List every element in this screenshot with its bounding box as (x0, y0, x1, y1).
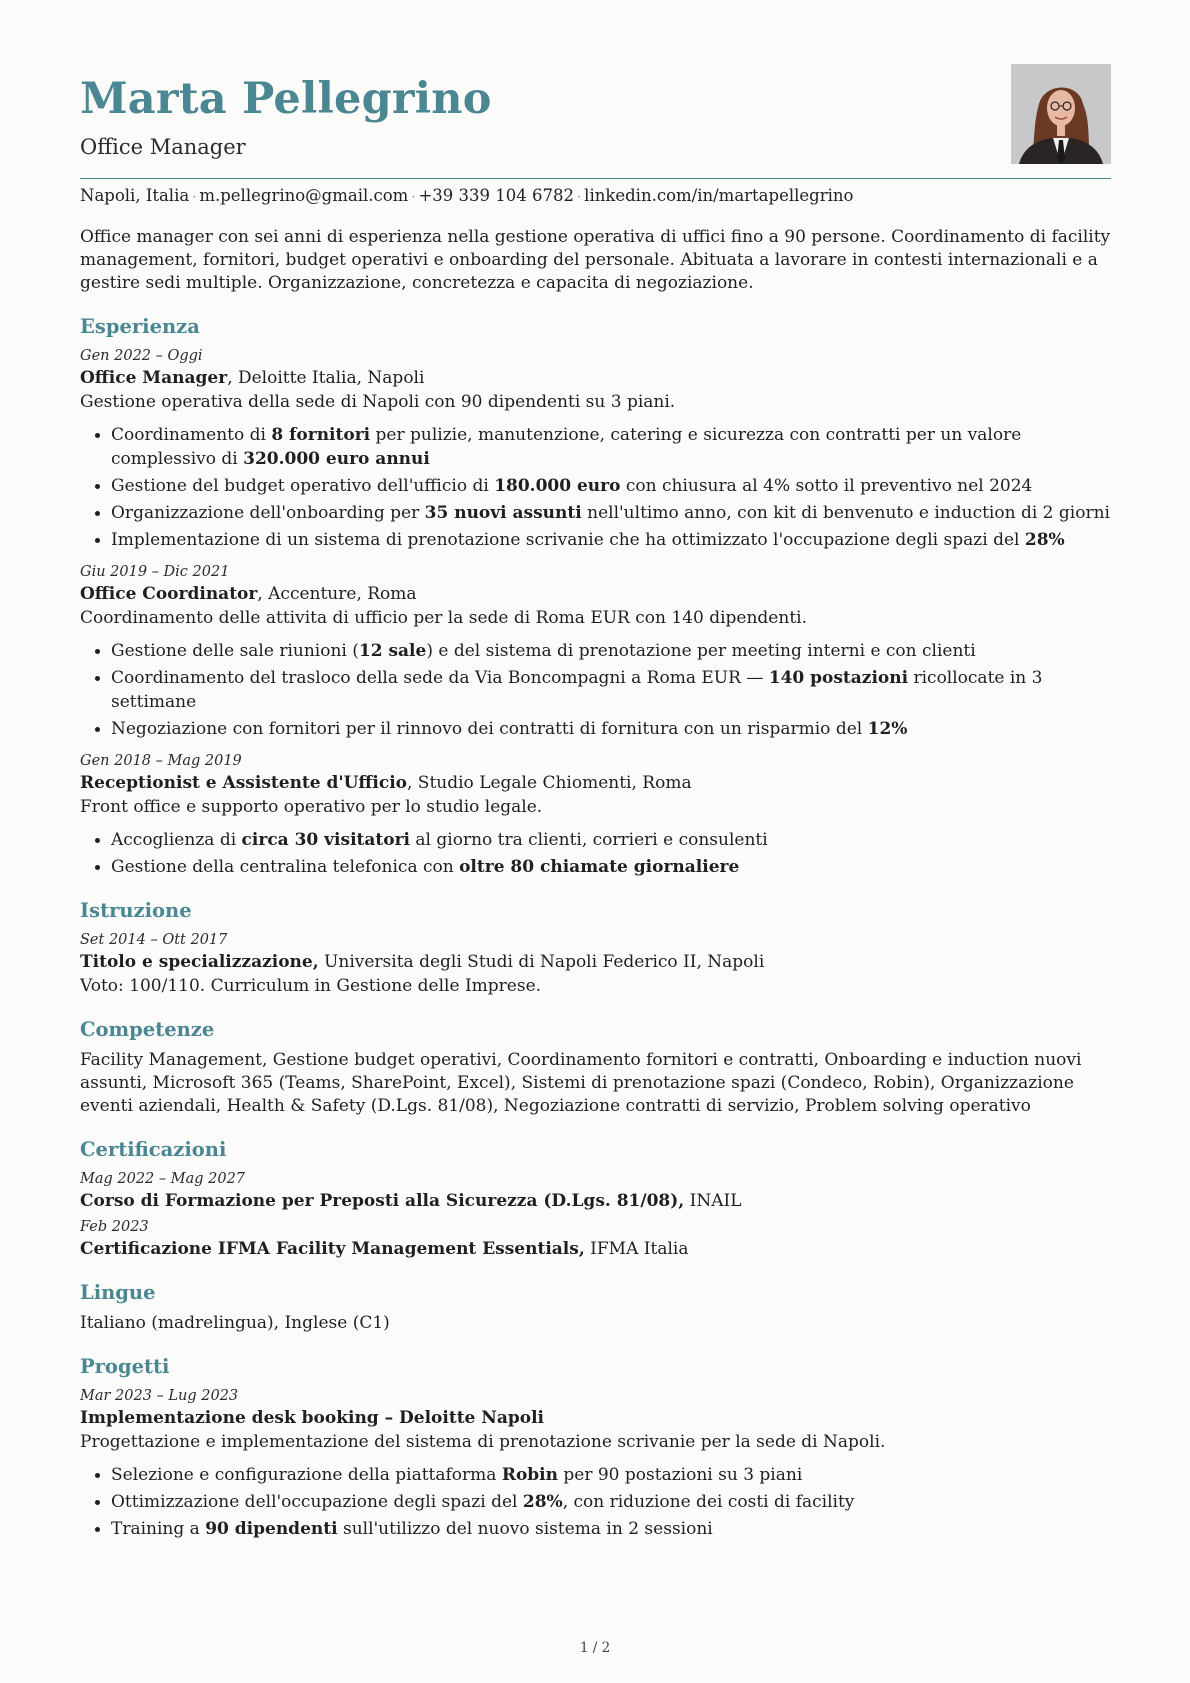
certification-dates: Mag 2022 – Mag 2027 (80, 1171, 246, 1187)
contact-separator: · (192, 190, 197, 205)
bullet-item: • Accoglienza di circa 30 visitatori al giorno tra clienti, corrieri e consulenti (111, 828, 1111, 852)
contact-location: Napoli, Italia (80, 186, 190, 205)
bullet-item: • Negoziazione con fornitori per il rinnovo dei contratti di fornitura con un risparmio del 12% (111, 717, 1111, 741)
section-heading-skills: Competenze (80, 1018, 215, 1041)
certification-entry (80, 1217, 1111, 1261)
experience-company: , Studio Legale Chiomenti, Roma (407, 773, 692, 793)
experience-entry (80, 751, 1111, 879)
header-divider (80, 178, 1111, 179)
experience-company: , Deloitte Italia, Napoli (227, 368, 425, 388)
experience-dates: Giu 2019 – Dic 2021 (80, 564, 230, 580)
experience-role: Receptionist e Assistente d'Ufficio (80, 773, 407, 793)
resume-content (80, 60, 1111, 1551)
experience-role: Office Manager (80, 368, 228, 388)
section-heading-certifications: Certificazioni (80, 1138, 227, 1161)
education-detail: Voto: 100/110. Curriculum in Gestione delle Imprese. (80, 976, 542, 996)
bullet-item: • Implementazione di un sistema di prenotazione scrivanie che ha ottimizzato l'occupazione degli spazi del 28% (111, 528, 1111, 552)
header (80, 60, 1111, 180)
bullet-item: • Selezione e configurazione della piattaforma Robin per 90 postazioni su 3 piani (111, 1463, 1111, 1487)
certification-name: Certificazione IFMA Facility Management Essentials, (80, 1239, 585, 1259)
experience-role-line (80, 771, 1111, 795)
certification-line (80, 1189, 1111, 1213)
education-degree: Titolo e specializzazione, (80, 952, 319, 972)
certification-entry (80, 1169, 1111, 1213)
certification-line (80, 1237, 1111, 1261)
experience-description: Front office e supporto operativo per lo studio legale. (80, 797, 543, 817)
project-bullets (80, 1463, 1111, 1541)
certification-name: Corso di Formazione per Preposti alla Sicurezza (D.Lgs. 81/08), (80, 1191, 685, 1211)
languages-text: Italiano (madrelingua), Inglese (C1) (80, 1313, 390, 1333)
summary: Office manager con sei anni di esperienza nella gestione operativa di uffici fino a 90 persone. Coordinamento di facility management, fornitori, budget operativi e onboarding del personale. Abituata a lavorare in contesti internazionali e a gestire sedi multiple. Organizzazione, concretezza e capacita di negoziazione. (80, 227, 1111, 293)
contact-line (80, 186, 1111, 205)
education-dates: Set 2014 – Ott 2017 (80, 932, 228, 948)
job-title: Office Manager (80, 135, 246, 159)
bullet-item: • Ottimizzazione dell'occupazione degli spazi del 28%, con riduzione dei costi di facility (111, 1490, 1111, 1514)
contact-linkedin[interactable]: linkedin.com/in/martapellegrino (584, 186, 854, 205)
experience-dates: Gen 2022 – Oggi (80, 348, 203, 364)
experience-role: Office Coordinator (80, 584, 258, 604)
bullet-item: • Coordinamento del trasloco della sede da Via Boncompagni a Roma EUR — 140 postazioni ricollocate in 3 settimane (111, 666, 1111, 714)
experience-entry (80, 562, 1111, 741)
project-name: Implementazione desk booking – Deloitte Napoli (80, 1408, 544, 1428)
experience-bullets (80, 828, 1111, 879)
section-heading-languages: Lingue (80, 1281, 156, 1304)
certification-dates: Feb 2023 (80, 1219, 149, 1235)
contact-email[interactable]: m.pellegrino@gmail.com (199, 186, 409, 205)
experience-bullets (80, 639, 1111, 741)
contact-phone[interactable]: +39 339 104 6782 (418, 186, 575, 205)
experience-dates: Gen 2018 – Mag 2019 (80, 753, 242, 769)
contact-separator: · (577, 190, 582, 205)
education-line (80, 950, 1111, 974)
project-entry (80, 1386, 1111, 1541)
experience-description: Coordinamento delle attivita di ufficio per la sede di Roma EUR con 140 dipendenti. (80, 608, 807, 628)
experience-company: , Accenture, Roma (257, 584, 417, 604)
experience-description: Gestione operativa della sede di Napoli con 90 dipendenti su 3 piani. (80, 392, 676, 412)
bullet-item: • Gestione della centralina telefonica con oltre 80 chiamate giornaliere (111, 855, 1111, 879)
certification-issuer: IFMA Italia (584, 1239, 689, 1259)
profile-photo (1011, 64, 1111, 164)
page-number: 1 / 2 (579, 1640, 611, 1656)
project-dates: Mar 2023 – Lug 2023 (80, 1388, 239, 1404)
section-heading-experience: Esperienza (80, 315, 200, 338)
section-heading-education: Istruzione (80, 899, 192, 922)
section-heading-projects: Progetti (80, 1355, 170, 1378)
experience-bullets (80, 423, 1111, 552)
bullet-item: • Coordinamento di 8 fornitori per pulizie, manutenzione, catering e sicurezza con contratti per un valore complessivo di 320.000 euro annui (111, 423, 1111, 471)
experience-entry (80, 346, 1111, 552)
experience-role-line (80, 582, 1111, 606)
bullet-item: • Gestione delle sale riunioni (12 sale) e del sistema di prenotazione per meeting interni e con clienti (111, 639, 1111, 663)
certification-issuer: INAIL (684, 1191, 742, 1211)
profile-photo-image (1011, 64, 1111, 164)
bullet-item: • Training a 90 dipendenti sull'utilizzo del nuovo sistema in 2 sessioni (111, 1517, 1111, 1541)
contact-separator: · (411, 190, 416, 205)
bullet-item: • Gestione del budget operativo dell'ufficio di 180.000 euro con chiusura al 4% sotto il preventivo nel 2024 (111, 474, 1111, 498)
candidate-name: Marta Pellegrino (80, 74, 492, 124)
education-school: Universita degli Studi di Napoli Federico II, Napoli (318, 952, 765, 972)
experience-role-line (80, 366, 1111, 390)
education-entry (80, 930, 1111, 998)
project-name-line (80, 1406, 1111, 1430)
bullet-item: • Organizzazione dell'onboarding per 35 nuovi assunti nell'ultimo anno, con kit di benvenuto e induction di 2 giorni (111, 501, 1111, 525)
project-description: Progettazione e implementazione del sistema di prenotazione scrivanie per la sede di Napoli. (80, 1432, 886, 1452)
skills-text: Facility Management, Gestione budget operativi, Coordinamento fornitori e contratti, Onboarding e induction nuovi assunti, Microsoft 365 (Teams, SharePoint, Excel), Sistemi di prenotazione spazi (Condeco, Robin), Organizzazione eventi aziendali, Health & Safety (D.Lgs. 81/08), Negoziazione contratti di servizio, Problem solving operativo (80, 1050, 1082, 1116)
